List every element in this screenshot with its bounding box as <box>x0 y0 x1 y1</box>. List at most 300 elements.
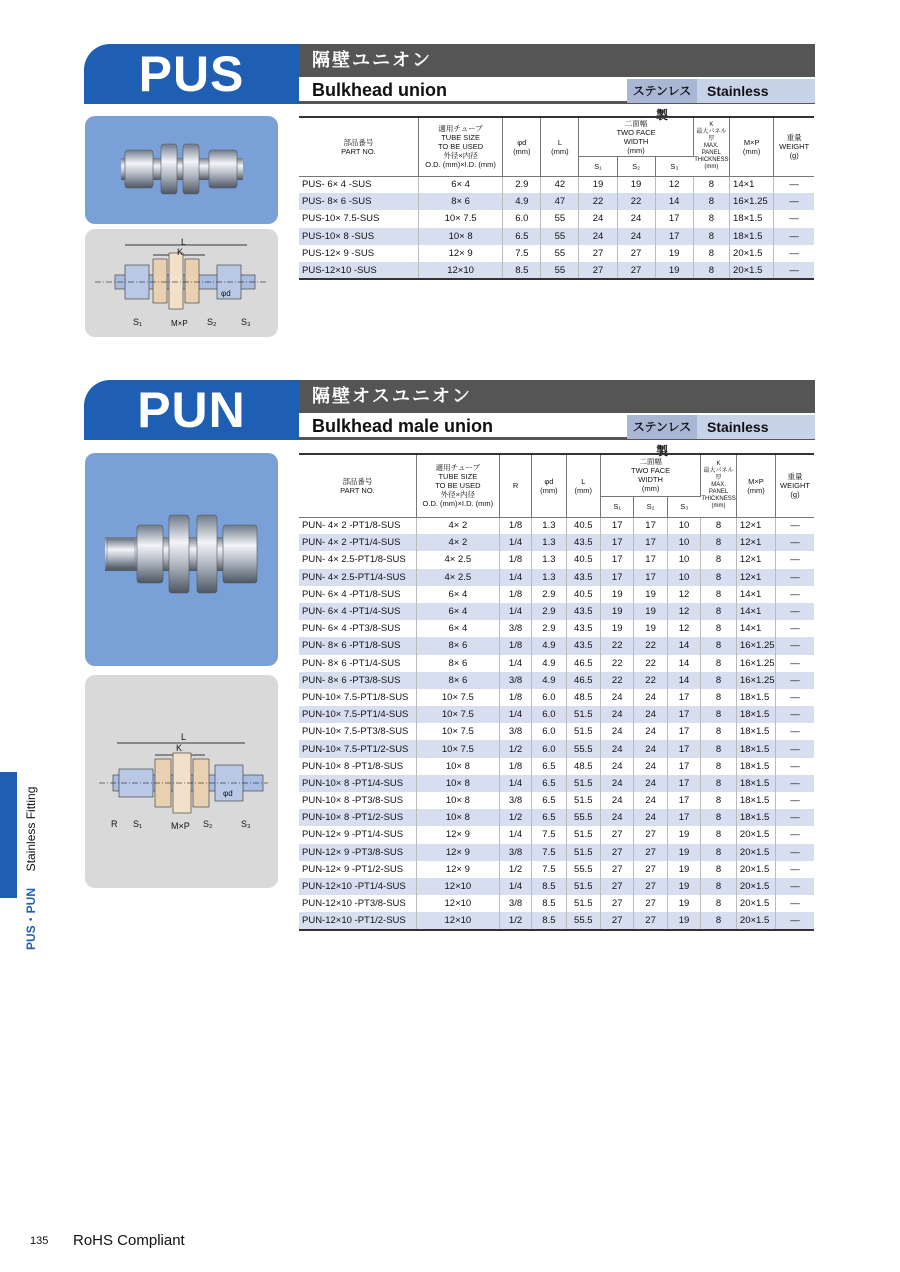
table-cell: 51.5 <box>566 844 600 861</box>
table-cell: 8 <box>693 245 729 262</box>
pun-diagram-label-s3: S₃ <box>241 819 251 829</box>
table-cell: 17 <box>667 775 700 792</box>
table-cell: 24 <box>617 210 655 227</box>
table-cell: 51.5 <box>566 706 600 723</box>
table-cell: 24 <box>634 809 667 826</box>
table-cell: 27 <box>601 895 634 912</box>
table-cell: — <box>790 795 800 807</box>
table-cell: 12 <box>667 586 700 603</box>
table-cell: 12×10 <box>416 895 499 912</box>
table-cell: — <box>790 914 800 926</box>
table-row <box>299 262 814 279</box>
table-cell: — <box>789 213 799 225</box>
table-cell: PUN-10× 7.5-PT3/8-SUS <box>299 723 416 740</box>
table-cell: 22 <box>634 655 667 672</box>
table-row <box>299 586 814 603</box>
pus-title-en: Bulkhead union <box>312 80 447 100</box>
table-cell: PUS- 6× 4 -SUS <box>299 176 418 193</box>
table-cell: PUN- 6× 4 -PT3/8-SUS <box>299 620 416 637</box>
table-cell: 8× 6 <box>416 672 499 689</box>
pun-table-body <box>299 517 814 930</box>
table-cell: 17 <box>634 569 667 586</box>
table-cell: 17 <box>655 228 693 245</box>
table-row <box>299 210 814 227</box>
table-cell: — <box>790 537 800 549</box>
pus-diagram-label-phid: φd <box>221 289 231 298</box>
table-cell: 18×1.5 <box>736 706 775 723</box>
pus-col-s1: S₁ <box>579 156 617 176</box>
table-cell: 19 <box>617 176 655 193</box>
table-cell: 8.5 <box>532 895 566 912</box>
table-cell: 3/8 <box>499 792 531 809</box>
table-cell: 10× 7.5 <box>416 706 499 723</box>
table-row <box>299 912 814 929</box>
table-cell: 55 <box>541 262 579 279</box>
pus-dimension-diagram <box>85 229 278 337</box>
table-cell: 17 <box>601 534 634 551</box>
pun-title-jp: 隔壁オスユニオン <box>299 380 815 413</box>
table-cell: 10× 8 <box>418 228 502 245</box>
table-cell: 10× 8 <box>416 775 499 792</box>
pus-product-photo <box>85 116 278 224</box>
table-row <box>299 740 814 757</box>
table-cell: 4.9 <box>532 655 566 672</box>
pun-col-weight: 重量 WEIGHT (g) <box>775 454 814 517</box>
table-cell: 7.5 <box>532 826 566 843</box>
table-cell: — <box>790 898 800 910</box>
table-cell: 55 <box>541 210 579 227</box>
table-cell: 1/4 <box>499 569 531 586</box>
table-cell: 4× 2 <box>416 517 499 534</box>
pus-col-part: 部品番号 PART NO. <box>299 117 418 176</box>
table-cell: 8 <box>701 809 737 826</box>
table-cell: 17 <box>667 792 700 809</box>
table-cell: 1/2 <box>499 861 531 878</box>
table-cell: 3/8 <box>499 620 531 637</box>
table-cell: 43.5 <box>566 603 600 620</box>
table-cell: 10 <box>667 551 700 568</box>
table-cell: 27 <box>601 826 634 843</box>
table-cell: 24 <box>634 740 667 757</box>
table-cell: 27 <box>617 262 655 279</box>
pus-material-en: Stainless <box>697 79 815 103</box>
table-cell: 24 <box>601 809 634 826</box>
table-cell: 4× 2.5 <box>416 551 499 568</box>
table-cell: 17 <box>667 723 700 740</box>
table-row <box>299 551 814 568</box>
table-cell: 14 <box>667 672 700 689</box>
table-cell: 22 <box>601 655 634 672</box>
table-cell: — <box>790 881 800 893</box>
table-cell: 24 <box>601 723 634 740</box>
table-cell: 27 <box>634 878 667 895</box>
table-cell: 1/4 <box>499 534 531 551</box>
table-cell: — <box>789 247 799 259</box>
pus-col-weight: 重量 WEIGHT (g) <box>774 117 814 176</box>
table-cell: — <box>790 606 800 618</box>
pus-col-L: L (mm) <box>541 117 579 176</box>
table-cell: 8 <box>693 210 729 227</box>
table-cell: 40.5 <box>566 586 600 603</box>
table-cell: 8× 6 <box>416 637 499 654</box>
table-cell: — <box>790 623 800 635</box>
table-cell: 1/8 <box>499 586 531 603</box>
table-cell: 4.9 <box>532 672 566 689</box>
table-cell: 24 <box>579 210 617 227</box>
table-cell: 55.5 <box>566 740 600 757</box>
table-cell: 18×1.5 <box>730 210 774 227</box>
table-cell: 42 <box>541 176 579 193</box>
pun-material-en: Stainless <box>697 415 815 439</box>
pun-diagram-label-R: R <box>111 819 118 829</box>
table-cell: 6.5 <box>532 758 566 775</box>
table-cell: PUN-12×10 -PT1/4-SUS <box>299 878 416 895</box>
table-cell: 1.3 <box>532 534 566 551</box>
table-cell: 17 <box>667 758 700 775</box>
pus-diagram-label-s3: S₃ <box>241 317 251 327</box>
table-cell: 12×1 <box>736 517 775 534</box>
table-cell: 17 <box>667 740 700 757</box>
table-cell: 43.5 <box>566 569 600 586</box>
table-row <box>299 775 814 792</box>
table-cell: PUN-12× 9 -PT3/8-SUS <box>299 844 416 861</box>
table-cell: 8 <box>693 228 729 245</box>
table-cell: 10× 8 <box>416 758 499 775</box>
table-cell: — <box>790 554 800 566</box>
table-cell: 8 <box>693 193 729 210</box>
table-cell: 27 <box>634 895 667 912</box>
pun-col-mxp: M×P (mm) <box>736 454 775 517</box>
table-cell: 12×10 <box>416 912 499 929</box>
table-cell: 24 <box>634 792 667 809</box>
table-cell: 27 <box>601 912 634 929</box>
table-cell: PUN-10× 7.5-PT1/2-SUS <box>299 740 416 757</box>
table-cell: 1/8 <box>499 689 531 706</box>
table-cell: 19 <box>655 245 693 262</box>
table-row <box>299 844 814 861</box>
table-cell: 8 <box>701 826 737 843</box>
table-cell: 27 <box>579 262 617 279</box>
table-cell: 12× 9 <box>418 245 502 262</box>
table-cell: 24 <box>579 228 617 245</box>
pus-col-mxp: M×P (mm) <box>730 117 774 176</box>
table-cell: — <box>789 179 799 191</box>
side-models: PUS・PUN <box>24 887 38 950</box>
pun-col-s1: S₁ <box>601 496 634 517</box>
table-cell: PUS- 8× 6 -SUS <box>299 193 418 210</box>
pun-diagram-label-mxp: M×P <box>171 821 190 831</box>
table-cell: 6.0 <box>532 706 566 723</box>
table-cell: 8× 6 <box>416 655 499 672</box>
table-cell: 17 <box>601 551 634 568</box>
table-cell: 24 <box>601 740 634 757</box>
pus-code-tab: PUS <box>84 44 299 104</box>
table-cell: 24 <box>634 689 667 706</box>
table-cell: 14×1 <box>730 176 774 193</box>
table-cell: 19 <box>634 586 667 603</box>
table-cell: 17 <box>601 569 634 586</box>
pun-diagram-label-s2: S₂ <box>203 819 213 829</box>
table-row <box>299 569 814 586</box>
table-cell: 1/4 <box>499 655 531 672</box>
table-cell: 20×1.5 <box>736 895 775 912</box>
pus-col-tube: 適用チューブ TUBE SIZE TO BE USED 外径×内径 O.D. (mm)×I.D. (mm) <box>418 117 502 176</box>
table-cell: 8 <box>701 844 737 861</box>
pun-title-row <box>299 413 815 458</box>
pun-diagram-label-L: L <box>181 732 187 742</box>
table-cell: PUN- 6× 4 -PT1/8-SUS <box>299 586 416 603</box>
pus-diagram-label-mxp: M×P <box>171 319 188 328</box>
table-cell: 6× 4 <box>416 620 499 637</box>
table-cell: 55 <box>541 245 579 262</box>
table-cell: — <box>790 863 800 875</box>
table-cell: — <box>789 196 799 208</box>
table-cell: 8 <box>701 517 737 534</box>
table-cell: 22 <box>601 672 634 689</box>
table-cell: 4× 2 <box>416 534 499 551</box>
table-row <box>299 193 814 210</box>
table-cell: 22 <box>579 193 617 210</box>
table-cell: PUN- 4× 2.5-PT1/8-SUS <box>299 551 416 568</box>
table-cell: 14×1 <box>736 620 775 637</box>
table-cell: 24 <box>634 758 667 775</box>
table-cell: 8 <box>701 912 737 929</box>
table-cell: 24 <box>634 723 667 740</box>
pus-col-s2: S₂ <box>617 156 655 176</box>
table-cell: 8 <box>701 895 737 912</box>
table-cell: 22 <box>634 672 667 689</box>
table-cell: — <box>790 812 800 824</box>
table-cell: PUS-10× 7.5-SUS <box>299 210 418 227</box>
table-row <box>299 534 814 551</box>
table-cell: 8 <box>693 176 729 193</box>
table-cell: 22 <box>634 637 667 654</box>
table-cell: 10× 7.5 <box>416 740 499 757</box>
table-cell: 1.3 <box>532 569 566 586</box>
table-cell: 12 <box>667 603 700 620</box>
pun-col-tube: 適用チューブ TUBE SIZE TO BE USED 外径×内径 O.D. (mm)×I.D. (mm) <box>416 454 499 517</box>
table-row <box>299 792 814 809</box>
table-cell: 8 <box>701 672 737 689</box>
pun-code-tab: PUN <box>84 380 299 440</box>
table-cell: 20×1.5 <box>736 912 775 929</box>
table-cell: 55.5 <box>566 861 600 878</box>
table-cell: 24 <box>601 689 634 706</box>
table-cell: 17 <box>655 210 693 227</box>
table-cell: 10 <box>667 517 700 534</box>
table-cell: 4.9 <box>532 637 566 654</box>
table-cell: 48.5 <box>566 689 600 706</box>
pun-col-two-face: 二面幅 TWO FACE WIDTH (mm) <box>601 454 701 496</box>
table-cell: 10× 7.5 <box>416 689 499 706</box>
table-cell: 6.0 <box>532 689 566 706</box>
table-cell: — <box>790 588 800 600</box>
table-cell: 24 <box>617 228 655 245</box>
table-row <box>299 228 814 245</box>
table-cell: 17 <box>667 809 700 826</box>
table-cell: PUN-10× 7.5-PT1/4-SUS <box>299 706 416 723</box>
pun-col-phid: φd (mm) <box>532 454 566 517</box>
pun-col-k: K 最大パネル厚 MAX. PANEL THICKNESS (mm) <box>701 454 737 517</box>
table-cell: 20×1.5 <box>736 878 775 895</box>
pus-diagram-label-L: L <box>181 237 187 247</box>
table-cell: 8 <box>701 723 737 740</box>
pus-diagram-label-K: K <box>177 247 184 257</box>
pun-diagram-label-phid: φd <box>223 789 233 798</box>
table-cell: 6× 4 <box>416 603 499 620</box>
table-cell: 12× 9 <box>416 826 499 843</box>
pus-col-k: K 最大パネル厚 MAX. PANEL THICKNESS (mm) <box>693 117 729 176</box>
pun-col-s3: S₃ <box>667 496 700 517</box>
pun-diagram-label-K: K <box>176 743 183 753</box>
table-row <box>299 637 814 654</box>
table-cell: — <box>790 691 800 703</box>
table-cell: PUN-10× 8 -PT1/2-SUS <box>299 809 416 826</box>
table-row <box>299 878 814 895</box>
table-row <box>299 826 814 843</box>
pun-dimension-diagram <box>85 675 278 888</box>
table-cell: 1/2 <box>499 912 531 929</box>
pun-material-jp: ステンレス製 <box>627 415 697 439</box>
table-cell: PUN- 4× 2 -PT1/4-SUS <box>299 534 416 551</box>
table-row <box>299 809 814 826</box>
table-cell: 1/8 <box>499 551 531 568</box>
table-cell: 12 <box>655 176 693 193</box>
table-cell: PUN-12×10 -PT3/8-SUS <box>299 895 416 912</box>
pus-col-two-face: 二面幅 TWO FACE WIDTH (mm) <box>579 117 693 156</box>
side-accent-bar <box>0 772 17 898</box>
table-cell: 8 <box>701 878 737 895</box>
table-cell: 24 <box>601 775 634 792</box>
table-cell: 1/8 <box>499 517 531 534</box>
table-cell: 18×1.5 <box>730 228 774 245</box>
table-row <box>299 517 814 534</box>
table-cell: PUN-10× 8 -PT3/8-SUS <box>299 792 416 809</box>
table-cell: 8.5 <box>503 262 541 279</box>
table-cell: 16×1.25 <box>736 655 775 672</box>
table-cell: 27 <box>579 245 617 262</box>
table-cell: 43.5 <box>566 534 600 551</box>
table-cell: 20×1.5 <box>736 844 775 861</box>
table-cell: 8 <box>701 551 737 568</box>
table-cell: PUN- 4× 2.5-PT1/4-SUS <box>299 569 416 586</box>
table-cell: 17 <box>634 534 667 551</box>
table-cell: 2.9 <box>532 603 566 620</box>
table-cell: 51.5 <box>566 826 600 843</box>
table-cell: — <box>790 829 800 841</box>
table-cell: 7.5 <box>503 245 541 262</box>
table-cell: 27 <box>634 844 667 861</box>
table-cell: 8 <box>701 775 737 792</box>
table-cell: 18×1.5 <box>736 689 775 706</box>
table-cell: 6.0 <box>532 740 566 757</box>
table-cell: 10× 7.5 <box>416 723 499 740</box>
table-row <box>299 176 814 193</box>
table-cell: 2.9 <box>532 620 566 637</box>
table-cell: 8 <box>701 569 737 586</box>
table-cell: 1.3 <box>532 551 566 568</box>
table-cell: 6× 4 <box>416 586 499 603</box>
pus-title-jp: 隔壁ユニオン <box>299 44 815 77</box>
table-cell: 1.3 <box>532 517 566 534</box>
table-cell: 19 <box>655 262 693 279</box>
table-cell: 14×1 <box>736 586 775 603</box>
table-cell: — <box>790 520 800 532</box>
pus-diagram-label-s1: S₁ <box>133 317 143 327</box>
table-cell: 55 <box>541 228 579 245</box>
table-cell: 4.9 <box>503 193 541 210</box>
table-cell: — <box>790 743 800 755</box>
table-cell: 4× 2.5 <box>416 569 499 586</box>
table-cell: 18×1.5 <box>736 723 775 740</box>
table-row <box>299 655 814 672</box>
table-cell: PUN-10× 7.5-PT1/8-SUS <box>299 689 416 706</box>
table-cell: — <box>790 846 800 858</box>
table-cell: 17 <box>601 517 634 534</box>
table-cell: 8 <box>701 603 737 620</box>
table-cell: 19 <box>667 878 700 895</box>
table-cell: 19 <box>601 620 634 637</box>
pus-section <box>84 44 815 122</box>
pus-title-row <box>299 77 815 122</box>
table-cell: 14 <box>667 637 700 654</box>
table-cell: — <box>790 777 800 789</box>
table-cell: 27 <box>634 826 667 843</box>
table-cell: 16×1.25 <box>736 672 775 689</box>
table-cell: 1/4 <box>499 603 531 620</box>
table-cell: 17 <box>667 689 700 706</box>
table-cell: 19 <box>667 895 700 912</box>
pun-col-part: 部品番号 PART NO. <box>299 454 416 517</box>
table-cell: 27 <box>634 912 667 929</box>
table-cell: — <box>790 571 800 583</box>
table-cell: 10 <box>667 569 700 586</box>
table-cell: — <box>789 264 799 276</box>
table-cell: 16×1.25 <box>736 637 775 654</box>
table-cell: 12×1 <box>736 569 775 586</box>
table-cell: 12×10 <box>418 262 502 279</box>
table-cell: 22 <box>617 193 655 210</box>
table-cell: — <box>790 674 800 686</box>
table-cell: — <box>790 726 800 738</box>
table-cell: 1/8 <box>499 758 531 775</box>
table-row <box>299 620 814 637</box>
table-cell: 10 <box>667 534 700 551</box>
table-cell: 19 <box>579 176 617 193</box>
table-cell: 19 <box>667 861 700 878</box>
table-cell: 24 <box>601 792 634 809</box>
table-cell: 16×1.25 <box>730 193 774 210</box>
pus-table-body <box>299 176 814 279</box>
table-cell: 51.5 <box>566 775 600 792</box>
table-cell: 14×1 <box>736 603 775 620</box>
table-cell: 8 <box>701 637 737 654</box>
table-cell: 1/4 <box>499 826 531 843</box>
table-row <box>299 861 814 878</box>
table-cell: 48.5 <box>566 758 600 775</box>
table-row <box>299 706 814 723</box>
pun-col-r: R <box>499 454 531 517</box>
table-cell: 6.5 <box>532 792 566 809</box>
table-cell: 18×1.5 <box>736 740 775 757</box>
table-cell: 8 <box>701 740 737 757</box>
table-cell: PUS-12× 9 -SUS <box>299 245 418 262</box>
table-cell: 10× 8 <box>416 792 499 809</box>
table-cell: 18×1.5 <box>736 809 775 826</box>
table-cell: PUN-10× 8 -PT1/8-SUS <box>299 758 416 775</box>
table-cell: 10× 8 <box>416 809 499 826</box>
table-cell: 8 <box>693 262 729 279</box>
